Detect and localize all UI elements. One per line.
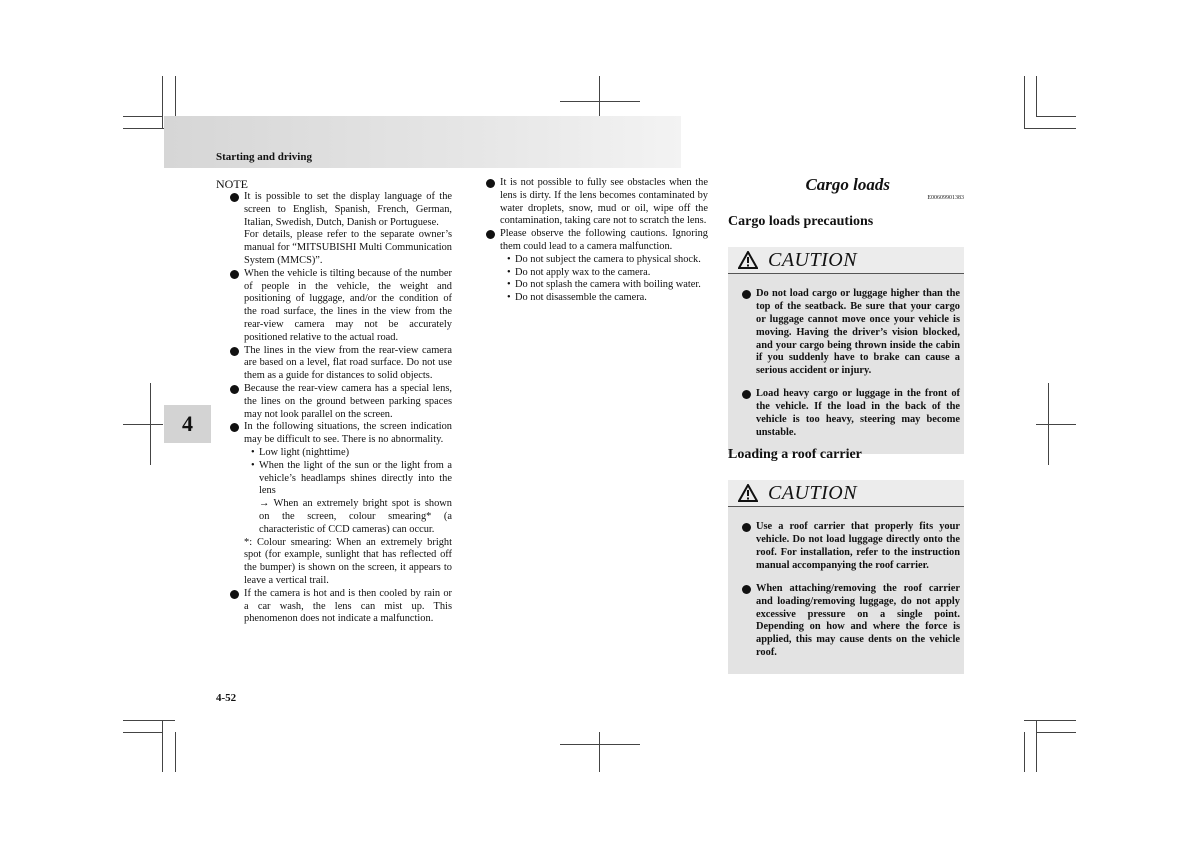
caution-header (728, 480, 964, 507)
list-item (742, 288, 960, 378)
heading-cargo-precautions: Cargo loads precautions (728, 214, 874, 229)
list-item (486, 228, 708, 305)
bullet-icon (742, 390, 751, 399)
middle-column (486, 177, 708, 305)
bullet-icon (486, 179, 495, 188)
caution-header (728, 247, 964, 274)
chapter-tab: 4 (164, 405, 211, 443)
section-title: Starting and driving (216, 151, 312, 163)
list-item (230, 383, 452, 421)
bullet-icon (742, 290, 751, 299)
caution-text: Load heavy cargo or luggage in the front of the vehicle. If the load in the back of the vehicle is too heavy, steering may become unstable. (756, 388, 960, 438)
cargo-loads-title: Cargo loads (805, 175, 890, 194)
bullet-icon (230, 385, 239, 394)
sub-item: • Do not splash the camera with boiling water. (507, 279, 701, 291)
caution-text: Use a roof carrier that properly fits your vehicle. Do not load luggage directly onto the roof. For installation, refer to the instruction manual accompanying the roof carrier. (756, 521, 960, 571)
sub-item: • Do not apply wax to the camera. (507, 266, 651, 278)
sub-item: • Do not disassemble the camera. (507, 292, 647, 304)
list-item-text: It is not possible to fully see obstacles when the lens is dirty. If the lens becomes contaminated by water droplets, snow, mud or oil, wipe off the contamination, taking care not to scratch the lens. (500, 177, 708, 227)
caution-list (742, 288, 960, 439)
list-item-text: The lines in the view from the rear-view camera are based on a level, flat road surface. Do not use them as a guide for distances to solid objects. (244, 344, 452, 382)
bullet-icon (742, 523, 751, 532)
list-item (230, 345, 452, 383)
list-item (742, 521, 960, 572)
heading-roof-carrier: Loading a roof carrier (728, 447, 862, 462)
bullet-icon (230, 423, 239, 432)
reference-code: E00609901383 (927, 195, 964, 201)
bullet-icon (230, 347, 239, 356)
bullet-icon (486, 230, 495, 239)
list-item (486, 177, 708, 228)
list-item (230, 421, 452, 587)
list-item-text: Because the rear-view camera has a special lens, the lines on the ground between parking spaces may not look parallel on the screen. (244, 382, 452, 420)
list-item (230, 191, 452, 268)
list-item (742, 583, 960, 660)
page-number: 4-52 (216, 692, 237, 704)
sub-item: • Do not subject the camera to physical shock. (507, 253, 701, 265)
list-item-extra: For details, please refer to the separate owner’s manual for “MITSUBISHI Multi Communication System (MMCS)”. (244, 229, 452, 266)
caution-label: CAUTION (768, 249, 858, 271)
footnote: *: Colour smearing: When an extremely bright spot (for example, sunlight that has reflected off the bumper) is shown on the screen, it appears to leave a vertical trail. (244, 536, 452, 586)
note-list (230, 191, 452, 626)
bullet-icon (230, 270, 239, 279)
caution-text: When attaching/removing the roof carrier and loading/removing luggage, do not apply excessive pressure on a single point. Depending on how and where the force is applied, this may cause dents on the vehicle roof. (756, 582, 960, 658)
list-item (230, 268, 452, 345)
left-column (216, 177, 452, 626)
list-item-text: If the camera is hot and is then cooled by rain or a car wash, the lens can mist up. This phenomenon does not indicate a malfunction. (244, 587, 452, 625)
caution-text: Do not load cargo or luggage higher than the top of the seatback. Be sure that your cargo or luggage cannot move once your vehicle is moving. Having the driver’s vision blocked, and your cargo being thrown inside the cabin if you suddenly have to brake can cause a serious accident or injury. (756, 288, 960, 377)
list-item-text: Please observe the following cautions. Ignoring them could lead to a camera malfunction. (500, 228, 708, 252)
list-item (742, 388, 960, 439)
list-item-text: It is possible to set the display language of the screen to English, Spanish, French, German, Italian, Swedish, Dutch, Danish or Portuguese. (244, 191, 452, 228)
warning-triangle-icon (738, 484, 758, 502)
list-item-text: When the vehicle is tilting because of the number of people in the vehicle, the weight and positioning of luggage, and/or the condition of the road surface, the lines in the view from the rear-view camera may not be accurately positioned relative to the actual road. (244, 267, 452, 343)
caution-label: CAUTION (768, 482, 858, 504)
bullet-icon (230, 590, 239, 599)
sub-item: • When the light of the sun or the light from a vehicle’s headlamps shines directly into the lens → When an extremely bright spot is shown on the screen, colour smearing* (a characteristic of CCD cameras) can occur. (251, 459, 452, 535)
caution-list (742, 521, 960, 659)
list-item (230, 588, 452, 626)
arrow-note: → When an extremely bright spot is shown on the screen, colour smearing* (a characteristic of CCD cameras) can occur. (259, 498, 452, 535)
sub-list (506, 254, 708, 305)
warning-triangle-icon (738, 251, 758, 269)
caution-box-cargo (728, 247, 964, 454)
bullet-icon (742, 585, 751, 594)
caution-box-roof-carrier (728, 480, 964, 674)
sub-list (250, 447, 452, 537)
bullet-icon (230, 193, 239, 202)
sub-item: • Low light (nighttime) (251, 446, 350, 458)
note-label: NOTE (216, 177, 248, 191)
camera-list (486, 177, 708, 305)
list-item-text: In the following situations, the screen indication may be difficult to see. There is no abnormality. (244, 421, 452, 446)
